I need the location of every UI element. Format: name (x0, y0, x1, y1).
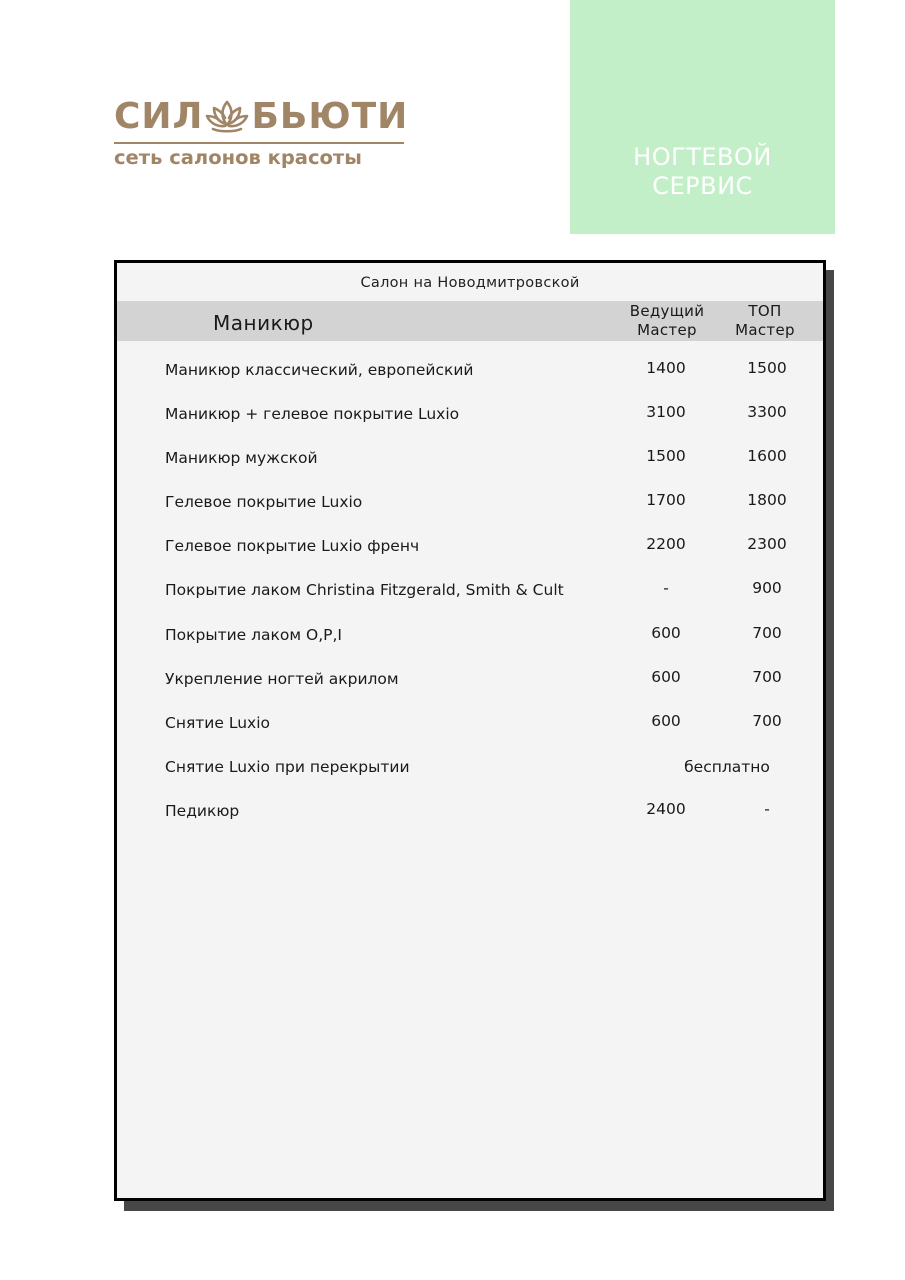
price-combined: бесплатно (684, 757, 770, 776)
column-header-line2: Мастер (735, 321, 795, 339)
price-lead-master: 2200 (646, 535, 686, 554)
price-lead-master: 600 (651, 623, 681, 642)
price-top-master: 700 (752, 711, 782, 730)
price-top-master: 900 (752, 579, 782, 598)
price-panel (114, 260, 826, 1201)
service-name: Снятие Luxio (165, 713, 270, 732)
price-top-master: 1600 (747, 447, 787, 466)
price-lead-master: 1400 (646, 359, 686, 377)
logo-divider (114, 142, 404, 144)
column-header-line2: Мастер (637, 321, 697, 339)
price-top-master: 700 (752, 667, 782, 686)
table-row (117, 708, 823, 752)
service-name: Маникюр мужской (165, 449, 318, 468)
price-top-master: 1500 (747, 359, 787, 377)
logo-subtitle: сеть салонов красоты (114, 146, 362, 169)
section-title: Маникюр (213, 311, 314, 335)
price-top-master: 2300 (747, 535, 787, 554)
table-row (117, 664, 823, 708)
category-title-line1: НОГТЕВОЙ (633, 143, 772, 171)
service-name: Маникюр классический, европейский (165, 361, 474, 379)
table-row (117, 752, 823, 796)
table-row (117, 443, 823, 487)
service-name: Покрытие лаком O,P,I (165, 625, 342, 644)
price-top-master: - (764, 799, 770, 818)
service-name: Укрепление ногтей акрилом (165, 669, 399, 688)
table-header (117, 301, 823, 341)
column-header-top-master (717, 302, 813, 340)
price-lead-master: 600 (651, 667, 681, 686)
table-row (117, 575, 823, 619)
category-block (570, 0, 835, 234)
brand-logo (114, 96, 409, 171)
service-name: Гелевое покрытие Luxio френч (165, 537, 420, 556)
lotus-icon (205, 98, 249, 136)
price-lead-master: - (663, 579, 669, 598)
price-top-master: 3300 (747, 403, 787, 422)
table-row (117, 487, 823, 531)
table-row (117, 620, 823, 664)
logo-title-right: БЬЮТИ (251, 96, 409, 137)
column-header-line1: ТОП (748, 302, 782, 320)
service-name: Маникюр + гелевое покрытие Luxio (165, 405, 460, 424)
table-row (117, 796, 823, 840)
salon-name: Салон на Новодмитровской (360, 275, 580, 291)
service-name: Гелевое покрытие Luxio (165, 493, 363, 512)
table-row (117, 355, 823, 399)
price-lead-master: 600 (651, 711, 681, 730)
price-lead-master: 1500 (646, 447, 686, 466)
service-name: Педикюр (165, 801, 240, 820)
column-header-lead-master (617, 302, 717, 340)
logo-title (114, 96, 409, 138)
price-top-master: 700 (752, 623, 782, 642)
table-row (117, 531, 823, 575)
service-name: Снятие Luxio при перекрытии (165, 757, 410, 776)
service-name: Покрытие лаком Christina Fitzgerald, Smith & Cult (165, 581, 564, 600)
price-lead-master: 3100 (646, 403, 686, 422)
price-rows (117, 355, 823, 840)
column-header-line1: Ведущий (629, 302, 705, 320)
price-lead-master: 2400 (646, 799, 686, 818)
price-lead-master: 1700 (646, 491, 686, 510)
category-title (570, 143, 835, 201)
category-title-line2: СЕРВИС (652, 172, 753, 200)
price-top-master: 1800 (747, 491, 787, 510)
table-row (117, 399, 823, 443)
logo-title-left: СИЛ (114, 96, 204, 137)
